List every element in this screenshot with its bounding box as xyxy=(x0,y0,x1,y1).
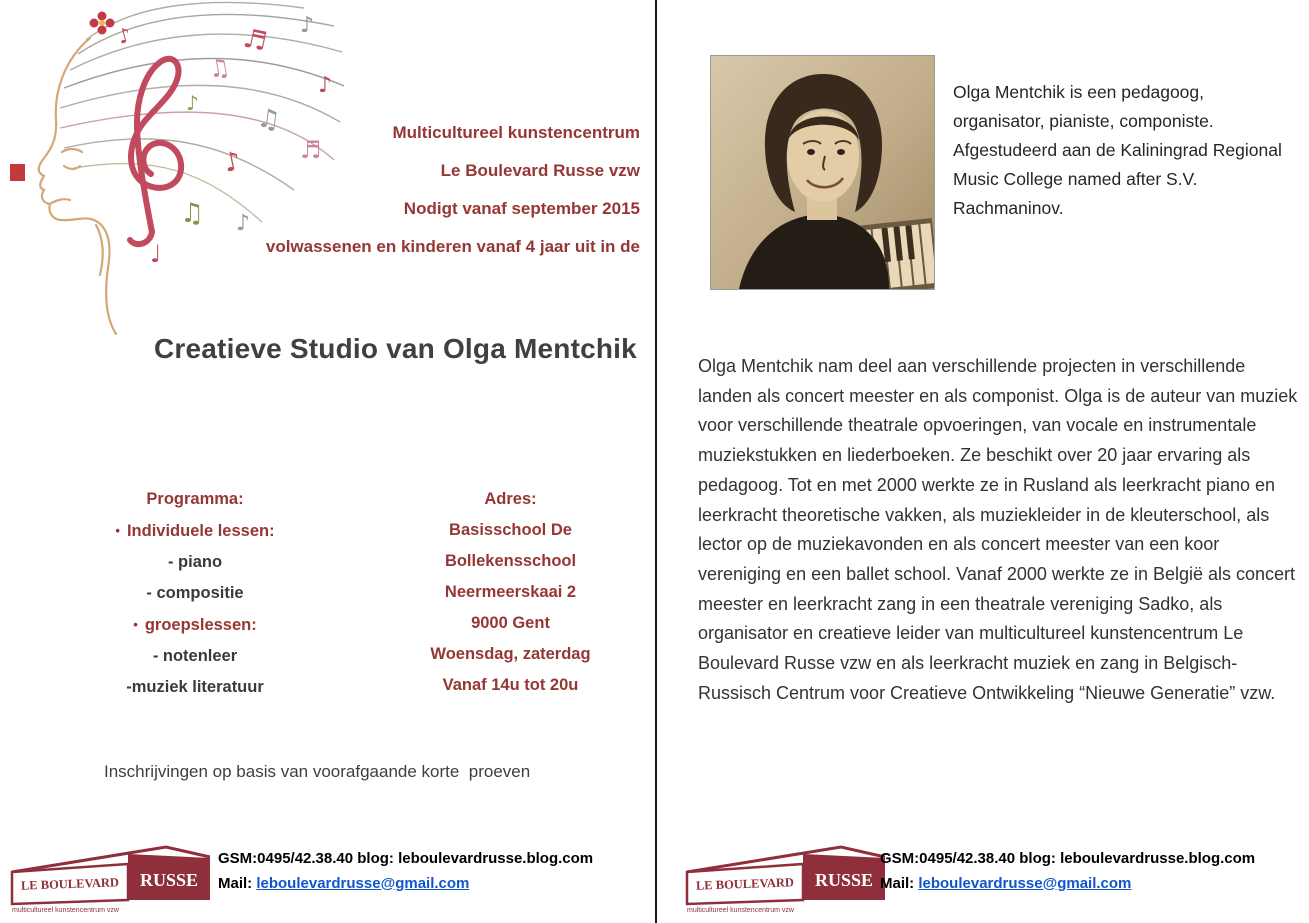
programma-item-label: Individuele lessen: xyxy=(126,522,275,540)
mail-line xyxy=(880,872,1255,897)
programma-item xyxy=(90,672,300,703)
portrait-illustration xyxy=(711,56,934,289)
svg-text:♩: ♩ xyxy=(150,240,162,268)
invitation-text xyxy=(210,114,640,266)
programma-item xyxy=(90,609,300,641)
mail-label: Mail: xyxy=(218,874,253,892)
gsm-blog-line: GSM:0495/42.38.40 blog: leboulevardrusse.blog.com xyxy=(218,850,594,867)
page-title: Creatieve Studio van Olga Mentchik xyxy=(154,333,637,364)
adres-section xyxy=(398,484,623,701)
svg-text:♪: ♪ xyxy=(115,22,134,49)
programma-item-label: - piano xyxy=(167,553,223,571)
page-divider xyxy=(655,0,657,923)
registration-note: Inschrijvingen op basis van voorafgaande korte proeven xyxy=(104,762,531,781)
mail-link[interactable]: leboulevardrusse@gmail.com xyxy=(256,874,470,892)
adres-line-street: Neermeerskaai 2 xyxy=(444,583,577,601)
logo-text-le-boulevard: LE BOULEVARD xyxy=(695,875,795,893)
bullet-icon: • xyxy=(115,523,120,538)
le-boulevard-russe-logo xyxy=(681,842,891,916)
programma-section xyxy=(90,484,300,703)
bullet-icon: • xyxy=(133,617,138,632)
programma-item-label: - notenleer xyxy=(152,647,238,665)
programma-item-label: - compositie xyxy=(146,584,244,602)
programma-item-label: groepslessen: xyxy=(144,616,257,634)
programma-heading: Programma: xyxy=(146,490,244,508)
svg-text:♬: ♬ xyxy=(240,23,270,58)
treble-clef-icon xyxy=(130,59,181,244)
contact-info xyxy=(880,847,1255,896)
invitation-line-4: volwassenen en kinderen vanaf 4 jaar uit in de xyxy=(265,237,640,256)
red-accent-square xyxy=(10,164,25,181)
svg-text:♫: ♫ xyxy=(206,52,233,84)
le-boulevard-russe-logo xyxy=(6,842,216,916)
mail-label: Mail: xyxy=(880,874,915,892)
logo-subtitle: multicultureel kunstencentrum vzw xyxy=(12,907,119,914)
invitation-line-1: Multicultureel kunstencentrum xyxy=(392,123,640,142)
programma-item xyxy=(90,547,300,578)
svg-text:♪: ♪ xyxy=(318,73,333,98)
programma-item xyxy=(90,515,300,547)
adres-line-hours: Vanaf 14u tot 20u xyxy=(442,676,579,694)
adres-line-city: 9000 Gent xyxy=(471,614,550,632)
svg-text:♬: ♬ xyxy=(300,136,322,164)
adres-heading: Adres: xyxy=(484,490,537,508)
adres-line-school: Basisschool De Bollekensschool xyxy=(444,521,577,570)
mail-link[interactable]: leboulevardrusse@gmail.com xyxy=(918,874,1132,892)
contact-info xyxy=(218,847,593,896)
mail-line xyxy=(218,872,593,897)
invitation-line-3: Nodigt vanaf september 2015 xyxy=(403,199,640,218)
svg-text:♪: ♪ xyxy=(236,211,251,236)
programma-item xyxy=(90,578,300,609)
adres-line-days: Woensdag, zaterdag xyxy=(430,645,591,663)
logo-text-russe: RUSSE xyxy=(139,870,199,890)
svg-text:♪: ♪ xyxy=(300,13,315,38)
svg-text:♫: ♫ xyxy=(255,103,283,137)
svg-text:♫: ♫ xyxy=(180,198,205,229)
svg-text:♪: ♪ xyxy=(221,146,244,179)
logo-text-russe: RUSSE xyxy=(814,870,874,890)
bio-intro: Olga Mentchik is een pedagoog, organisator, pianiste, componiste. Afgestudeerd aan de Kaliningrad Regional Music College named after S.V. Rachmaninov. xyxy=(953,82,1282,218)
bio-body: Olga Mentchik nam deel aan verschillende projecten in verschillende landen als concert meester en als componist. Olga is de auteur van muziek voor verschillende theatrale opvoeringen, van vocale en instrumentale muziekstukken en liederboeken. Ze beschikt over 20 jaar ervaring als pedagoog. Tot en met 2000 werkte ze in Rusland als leerkracht piano en leerkracht theoretische vakken, als muziekleider in de kleuterschool, als lector op de muziekavonden en als concert meester van een koor vereniging en een ballet school. Vanaf 2000 werkte ze in België als concert meester en leerkracht zang in een theatrale vereniging Sadko, als organisator en creatieve leider van multicultureel kunstencentrum Le Boulevard Russe vzw en als leerkracht muziek en zang in Belgisch-Russisch Centrum voor Creatieve Ontwikkeling “Nieuwe Generatie” vzw. xyxy=(698,356,1298,703)
svg-text:♪: ♪ xyxy=(186,91,199,115)
logo-text-le-boulevard: LE BOULEVARD xyxy=(20,875,120,893)
gsm-blog-line: GSM:0495/42.38.40 blog: leboulevardrusse.blog.com xyxy=(880,850,1256,867)
invitation-line-2: Le Boulevard Russe vzw xyxy=(440,161,640,180)
programma-item-label: -muziek literatuur xyxy=(126,678,264,696)
olga-portrait-photo xyxy=(710,55,935,290)
flower-ornament xyxy=(90,12,115,35)
programma-item xyxy=(90,641,300,672)
logo-subtitle: multicultureel kunstencentrum vzw xyxy=(687,907,794,914)
